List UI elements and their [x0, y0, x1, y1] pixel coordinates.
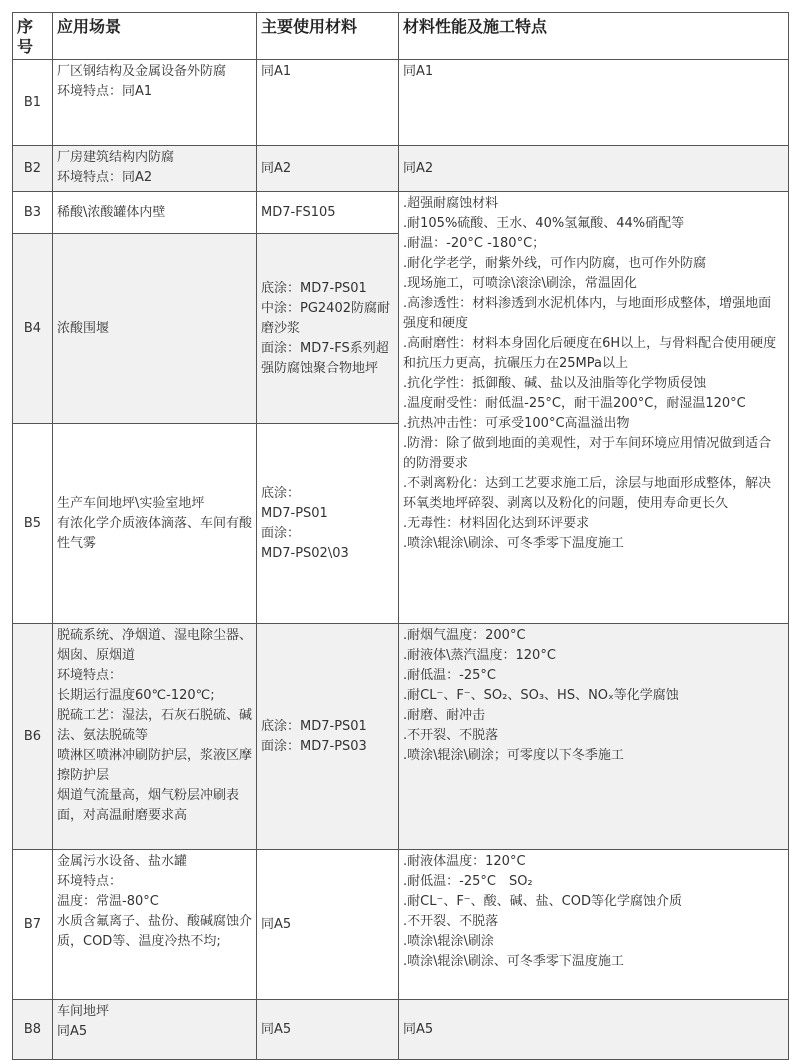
material-cell: [257, 192, 399, 234]
material-line: 底涂：MD7-PS01: [261, 718, 367, 734]
header-material: 主要使用材料: [257, 13, 399, 60]
scene-line: 喷淋区喷淋冲刷防护层，浆液区摩擦防护层: [57, 748, 253, 783]
table-row: [13, 192, 789, 234]
feature-line: .喷涂\辊涂\刷涂；可零度以下冬季施工: [403, 748, 624, 763]
material-cell: [257, 624, 399, 850]
scene-cell: [53, 60, 257, 146]
feature-line: .不开裂、不脱落: [403, 728, 499, 743]
scene-cell: [53, 234, 257, 424]
material-cell: [257, 424, 399, 624]
scene-cell: [53, 146, 257, 192]
feature-line: .喷涂\辊涂\刷涂: [403, 934, 494, 949]
feature-line: .耐CL⁻、F⁻、SO₂、SO₃、HS、NOₓ等化学腐蚀: [403, 688, 679, 703]
material-line: 中涂：PG2402防腐耐磨沙浆: [261, 300, 390, 336]
features-cell: [399, 146, 789, 192]
feature-line: .耐105%硫酸、王水、40%氢氟酸、44%硝配等: [403, 216, 685, 231]
header-features: 材料性能及施工特点: [399, 13, 789, 60]
material-line: 同A1: [261, 64, 292, 79]
feature-line: .超强耐腐蚀材料: [403, 196, 499, 211]
row-index: B4: [13, 234, 53, 424]
feature-line: .温度耐受性：耐低温-25°C，耐干温200°C，耐湿温120°C: [403, 396, 746, 411]
feature-line: .耐液体\蒸汽温度：120°C: [403, 648, 556, 663]
table-row: [13, 60, 789, 146]
scene-cell: [53, 624, 257, 850]
material-cell: [257, 850, 399, 1000]
feature-line: .耐烟气温度：200°C: [403, 628, 526, 643]
scene-line: 厂区钢结构及金属设备外防腐: [57, 64, 227, 79]
material-line: MD7-FS105: [261, 204, 336, 220]
material-cell: [257, 60, 399, 146]
material-line: 面涂：MD7-PS03: [261, 738, 367, 754]
scene-cell: [53, 424, 257, 624]
row-index: B1: [13, 60, 53, 146]
row-index: B2: [13, 146, 53, 192]
row-index: B8: [13, 1000, 53, 1060]
feature-line: 同A5: [403, 1021, 434, 1037]
feature-line: .防滑：除了做到地面的美观性，对于车间环境应用情况做到适合的防滑要求: [403, 436, 772, 471]
material-line: 面涂：MD7-FS系列超强防腐蚀聚合物地坪: [261, 340, 389, 376]
feature-line: .抗化学性：抵御酸、碱、盐以及油脂等化学物质侵蚀: [403, 376, 707, 391]
feature-line: .不开裂、不脱落: [403, 914, 499, 929]
scene-line: 厂房建筑结构内防腐: [57, 150, 175, 165]
material-line: MD7-PS02\03: [261, 545, 349, 561]
feature-line: 同A1: [403, 64, 434, 79]
scene-line: 环境特点：: [57, 668, 123, 683]
table-header-row: [13, 13, 789, 60]
feature-line: .耐化学老学，耐紫外线，可作内防腐，也可作外防腐: [403, 256, 707, 271]
spec-table: [12, 12, 789, 1060]
material-line: 同A5: [261, 916, 292, 932]
feature-line: .耐液体温度：120°C: [403, 854, 526, 869]
table-row: [13, 1000, 789, 1060]
feature-line: .高耐磨性：材料本身固化后硬度在6H以上，与骨料配合使用硬度和抗压力更高，抗碾压力在25MPa以上: [403, 336, 777, 371]
header-index: 序号: [13, 13, 53, 60]
feature-line: .高渗透性：材料渗透到水泥机体内，与地面形成整体，增强地面强度和硬度: [403, 296, 772, 331]
scene-cell: [53, 850, 257, 1000]
scene-line: 生产车间地坪\实验室地坪: [57, 495, 205, 511]
table-row: [13, 624, 789, 850]
material-cell: [257, 234, 399, 424]
material-line: 同A5: [261, 1021, 292, 1037]
row-index: B6: [13, 624, 53, 850]
row-index: B3: [13, 192, 53, 234]
table-row: [13, 146, 789, 192]
features-cell: [399, 624, 789, 850]
feature-line: .喷涂\辊涂\刷涂、可冬季零下温度施工: [403, 536, 624, 551]
feature-line: .无毒性：材料固化达到环评要求: [403, 516, 590, 531]
feature-line: .抗热冲击性：可承受100°C高温溢出物: [403, 416, 630, 431]
feature-line: .现场施工，可喷涂\滚涂\刷涂，常温固化: [403, 276, 637, 291]
features-cell: [399, 850, 789, 1000]
scene-line: 脱硫工艺：湿法，石灰石脱硫、碱法、氨法脱硫等: [57, 708, 253, 743]
scene-line: 环境特点：: [57, 874, 123, 889]
features-cell: [399, 1000, 789, 1060]
feature-line: .喷涂\辊涂\刷涂、可冬季零下温度施工: [403, 954, 624, 969]
material-cell: [257, 146, 399, 192]
table-row: [13, 850, 789, 1000]
scene-line: 环境特点：同A1: [57, 84, 153, 99]
scene-line: 长期运行温度60℃-120℃;: [57, 688, 215, 703]
material-cell: [257, 1000, 399, 1060]
scene-line: 有浓化学介质液体滴落、车间有酸性气雾: [57, 515, 253, 551]
scene-line: 水质含氟离子、盐份、酸碱腐蚀介质，COD等、温度冷热不均;: [57, 914, 253, 949]
row-index: B5: [13, 424, 53, 624]
scene-cell: [53, 192, 257, 234]
material-line: 底涂：: [261, 485, 301, 501]
row-index: B7: [13, 850, 53, 1000]
feature-line: .耐温：-20°C -180°C；: [403, 236, 546, 251]
scene-line: 浓酸围堰: [57, 320, 110, 336]
header-scene: 应用场景: [53, 13, 257, 60]
feature-line: 同A2: [403, 160, 434, 176]
material-line: MD7-PS01: [261, 505, 328, 521]
scene-cell: [53, 1000, 257, 1060]
material-line: 底涂：MD7-PS01: [261, 280, 367, 296]
features-cell: [399, 60, 789, 146]
scene-line: 温度：常温-80°C: [57, 894, 159, 909]
features-cell: [399, 192, 789, 624]
feature-line: .耐磨、耐冲击: [403, 708, 486, 723]
scene-line: 稀酸\浓酸罐体内壁: [57, 204, 166, 220]
scene-line: 环境特点：同A2: [57, 170, 153, 185]
feature-line: .耐低温：-25°C SO₂: [403, 874, 533, 889]
feature-line: .耐CL⁻、F⁻、酸、碱、盐、COD等化学腐蚀介质: [403, 894, 682, 909]
scene-line: 金属污水设备、盐水罐: [57, 854, 188, 869]
feature-line: .耐低温：-25°C: [403, 668, 496, 683]
feature-line: .不剥离粉化：达到工艺要求施工后，涂层与地面形成整体，解决环氧类地坪碎裂、剥离以及粉化的问题，使用寿命更长久: [403, 476, 772, 511]
scene-line: 脱硫系统、净烟道、湿电除尘器、烟囱、原烟道: [57, 628, 253, 663]
scene-line: 车间地坪: [57, 1004, 110, 1019]
material-line: 同A2: [261, 160, 292, 176]
scene-line: 同A5: [57, 1024, 88, 1039]
material-line: 面涂：: [261, 525, 301, 541]
scene-line: 烟道气流量高，烟气粉层冲刷表面，对高温耐磨要求高: [57, 788, 240, 823]
